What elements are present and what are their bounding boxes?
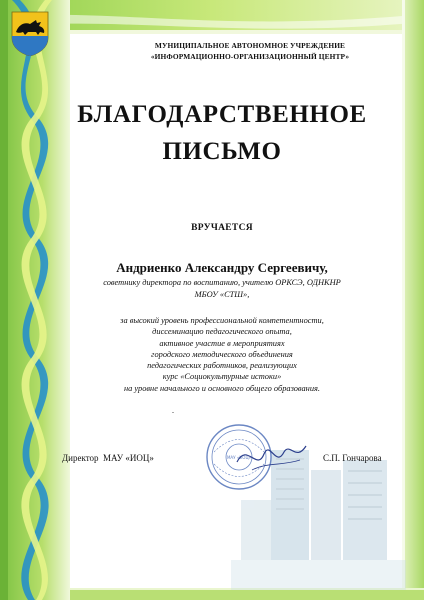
title-line-1: БЛАГОДАРСТВЕННОЕ <box>77 101 367 128</box>
organization-line-1: МУНИЦИПАЛЬНОЕ АВТОНОМНОЕ УЧРЕЖДЕНИЕ <box>154 41 346 50</box>
stamp-text: МАУ «ИОЦ» <box>226 455 252 460</box>
handwritten-signature <box>232 432 312 487</box>
city-coat-of-arms-icon <box>10 10 50 56</box>
dot-mark: . <box>172 406 174 415</box>
awarded-label: ВРУЧАЕТСЯ <box>191 223 253 233</box>
position-line: МБОУ «СТШ», <box>194 289 250 299</box>
organization-header <box>100 40 400 62</box>
director-label: Директор МАУ «ИОЦ» <box>62 453 154 463</box>
position-line: советнику директора по воспитанию, учителю ОРКСЭ, ОДНКНР <box>103 278 341 287</box>
reason-line: педагогических работников, реализующих <box>147 361 297 371</box>
recipient-position <box>62 277 382 300</box>
reason-line: курс «Социокультурные истоки» <box>162 372 282 382</box>
title-line-2: ПИСЬМО <box>162 138 282 165</box>
award-reason <box>62 315 382 394</box>
reason-line: диссеминацию педагогического опыта, <box>152 327 292 337</box>
recipient-name: Андриенко Александру Сергеевичу, <box>116 260 328 275</box>
organization-line-2: «ИНФОРМАЦИОННО-ОРГАНИЗАЦИОННЫЙ ЦЕНТР» <box>150 52 350 61</box>
reason-line: активное участие в мероприятиях <box>159 338 285 348</box>
director-name: С.П. Гончарова <box>323 453 382 463</box>
left-twisted-ribbon <box>0 0 70 600</box>
reason-line: на уровне начального и основного общего образования. <box>123 383 321 393</box>
reason-line: городского методического объединения <box>151 349 293 359</box>
reason-line: за высокий уровень профессиональной компетентности, <box>120 316 324 325</box>
document-title <box>62 96 382 170</box>
